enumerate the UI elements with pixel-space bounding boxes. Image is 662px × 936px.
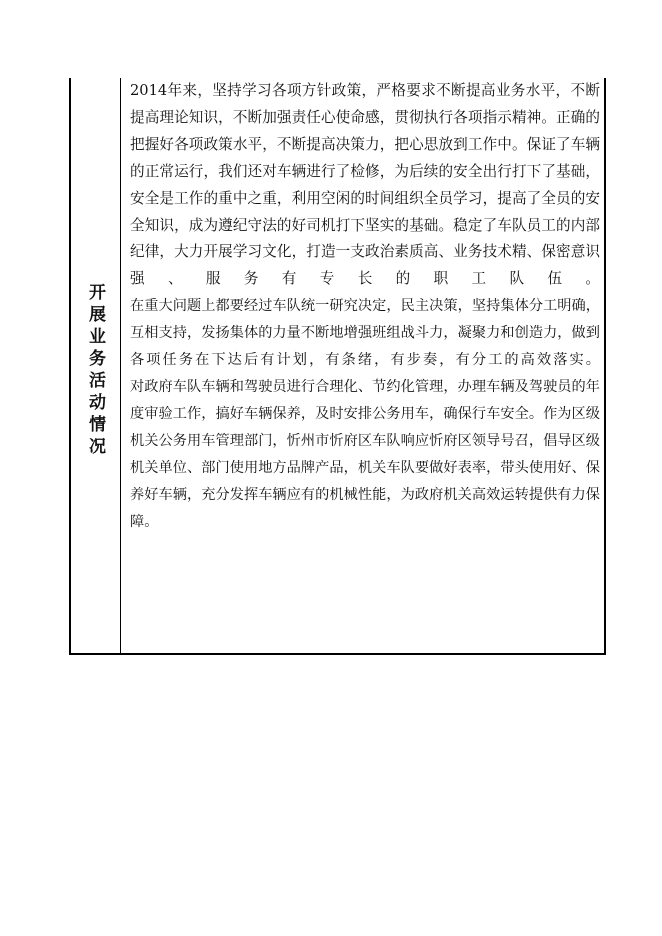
table-border-bottom bbox=[69, 653, 606, 655]
content-cell bbox=[130, 78, 600, 535]
row-label: 开展业务活动情况 bbox=[85, 282, 105, 459]
column-divider bbox=[120, 78, 121, 655]
activities-table bbox=[69, 78, 606, 655]
paragraph-collective-decision: 在重大问题上都要经过车队统一研究决定，民主决策，坚持集体分工明确，互相支持，发扬集体的力量不断地增强班组战斗力，凝聚力和创造力，做到各项任务在下达后有计划，有条绪，有步奏，有分工的高效落实。 bbox=[130, 298, 600, 369]
table-border-right bbox=[604, 78, 606, 655]
paragraph-study-and-safety: 2014年来，坚持学习各项方针政策，严格要求不断提高业务水平，不断提高理论知识，不断加强责任心使命感，贯彻执行各项指示精神。正确的把握好各项政策水平，不断提高决策力，把心思放到工作中。保证了车辆的正常运行，我们还对车辆进行了检修，为后续的安全出行打下了基础，安全是工作的重中之重，利用空闲的时间组织全员学习，提高了全员的安全知识，成为遵纪守法的好司机打下坚实的基础。稳定了车队员工的内部纪律，大力开展学习文化，打造一支政治素质高、业务技术精、保密意识强、服务有专长的职工队伍。 bbox=[130, 82, 600, 288]
paragraph-vehicle-management: 对政府车队车辆和驾驶员进行合理化、节约化管理，办理车辆及驾驶员的年度审验工作，搞好车辆保养，及时安排公务用车，确保行车安全。作为区级机关公务用车管理部门，忻州市忻府区车队响应忻府区领导号召，倡导区级机关单位、部门使用地方品牌产品，机关车队要做好表率，带头使用好、保养好车辆，充分发挥车辆应有的机械性能，为政府机关高效运转提供有力保障。 bbox=[130, 378, 600, 530]
row-label-cell bbox=[71, 78, 120, 655]
